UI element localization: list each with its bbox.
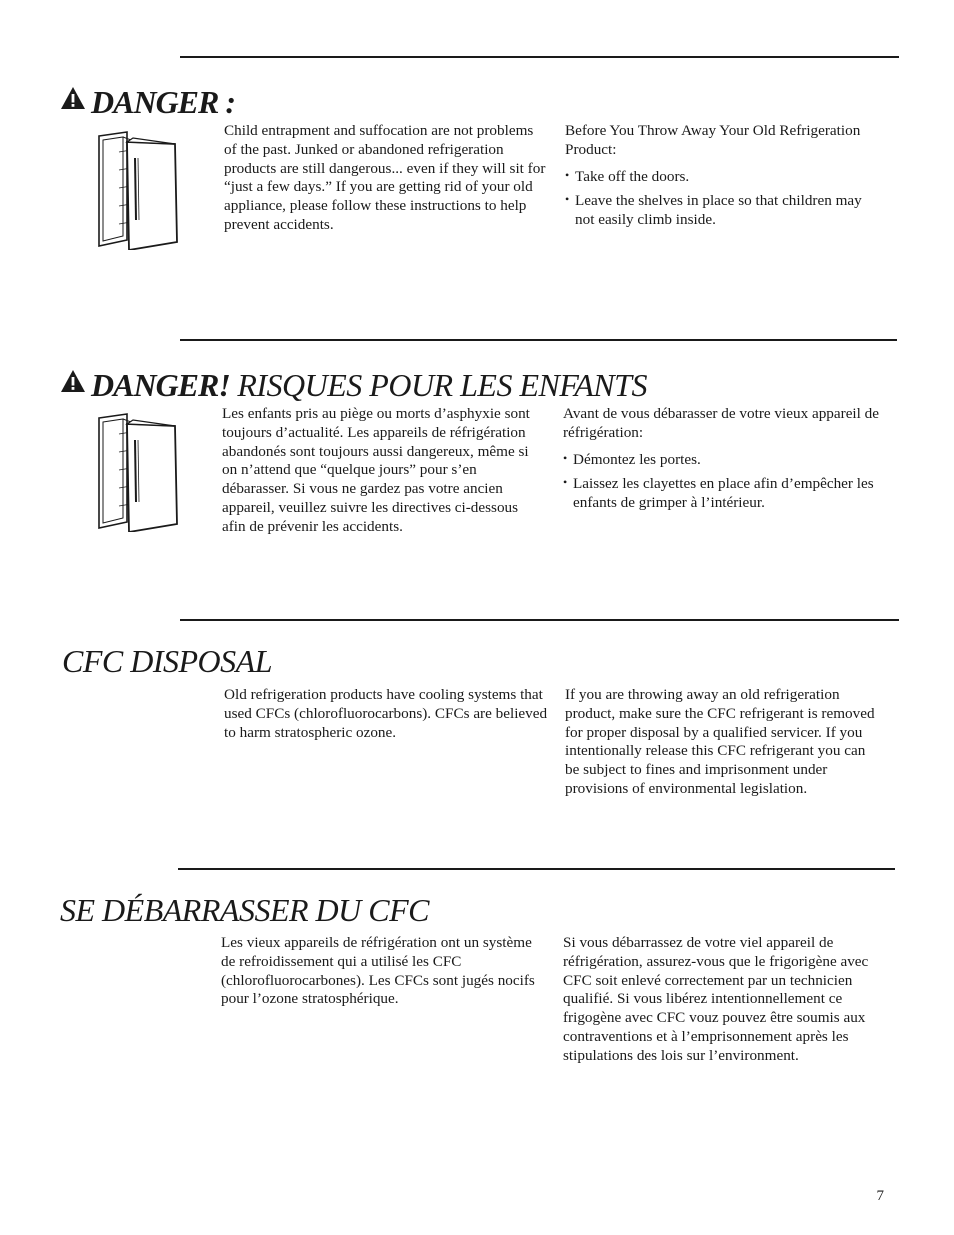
danger-english-instructions <box>565 122 883 236</box>
danger-french-body <box>222 405 544 537</box>
bullet-glyph: • <box>565 192 570 207</box>
danger-french-paragraph: Les enfants pris au piège ou morts d’asphyxie sont toujours d’actualité. Les appareils de réfrigération abandonés sont toujours aussi dangereux, même si on n’attend que “quelque jours” pour s’en débarasser. Si vous ne gardez pas votre ancien appareil, veuillez suivre les directives ci-dessous afin de prévenir les accidents. <box>222 405 530 535</box>
list-item <box>565 192 883 230</box>
instructions-list <box>563 451 888 513</box>
danger-title: DANGER : <box>91 84 236 120</box>
section-divider <box>180 339 897 341</box>
page-number: 7 <box>876 1188 884 1204</box>
list-item <box>563 451 888 470</box>
list-item-text: Leave the shelves in place so that children may not easily climb inside. <box>575 192 862 229</box>
se-debarrasser-heading: SE DÉBARRASSER DU CFC <box>60 892 429 928</box>
cfc-disposal-right <box>565 686 883 799</box>
danger-french-heading <box>91 367 647 404</box>
bullet-glyph: • <box>563 475 568 490</box>
warning-triangle-icon <box>60 369 86 393</box>
se-debarrasser-right <box>563 934 888 1066</box>
bullet-glyph: • <box>563 450 568 465</box>
se-debarrasser-left-paragraph: Les vieux appareils de réfrigération ont un système de refroidissement qui a utilisé les CFC (chlorofluorocarbones). Les CFCs sont jugés nocifs pour l’ozone stratosphérique. <box>221 934 535 1008</box>
section-divider <box>180 619 899 621</box>
list-item <box>563 475 888 513</box>
danger-french-instructions <box>563 405 888 519</box>
list-item <box>565 168 883 187</box>
list-item-text: Laissez les clayettes en place afin d’empêcher les enfants de grimper à l’intérieur. <box>573 475 874 512</box>
danger-french-title-bold: DANGER! <box>91 367 230 403</box>
instructions-intro: Avant de vous débarasser de votre vieux appareil de réfrigération: <box>563 405 879 441</box>
list-item-text: Démontez les portes. <box>573 450 701 468</box>
refrigerator-illustration <box>97 410 181 532</box>
cfc-disposal-right-paragraph: If you are throwing away an old refrigeration product, make sure the CFC refrigerant is removed for proper disposal by a qualified servicer. If you intentionally release this CFC refrigerant you can be subject to fines and imprisonment under provisions of environmental legislation. <box>565 686 875 797</box>
instructions-list <box>565 168 883 230</box>
danger-english-body <box>224 122 546 235</box>
list-item-text: Take off the doors. <box>575 167 690 185</box>
se-debarrasser-right-paragraph: Si vous débarrassez de votre viel appareil de réfrigération, assurez-vous que le frigorigène avec CFC soit enlevé correctement par un technicien qualifié. Si vous libérez intentionnellement ce frigogène avec CFC vouz pouvez être soumis aux contraventions et à l’emprisonnement après les stipulations des lois sur l’environment. <box>563 934 869 1064</box>
cfc-disposal-left-paragraph: Old refrigeration products have cooling systems that used CFCs (chlorofluorocarbons). CFCs are believed to harm stratospheric ozone. <box>224 686 548 741</box>
se-debarrasser-left <box>221 934 536 1009</box>
section-divider <box>178 868 895 870</box>
refrigerator-illustration <box>97 128 181 250</box>
cfc-disposal-heading: CFC DISPOSAL <box>62 643 272 679</box>
warning-triangle-icon <box>60 86 86 110</box>
bullet-glyph: • <box>565 167 570 182</box>
section-divider <box>180 56 899 58</box>
cfc-disposal-left <box>224 686 554 742</box>
danger-french-title-rest: RISQUES POUR LES ENFANTS <box>229 367 647 403</box>
danger-english-paragraph: Child entrapment and suffocation are not problems of the past. Junked or abandoned refrigeration products are still dangerous... even if they will sit for “just a few days.” If you are getting rid of your old appliance, please follow these instructions to help prevent accidents. <box>224 122 546 233</box>
instructions-intro: Before You Throw Away Your Old Refrigeration Product: <box>565 122 861 158</box>
danger-heading <box>91 84 235 121</box>
